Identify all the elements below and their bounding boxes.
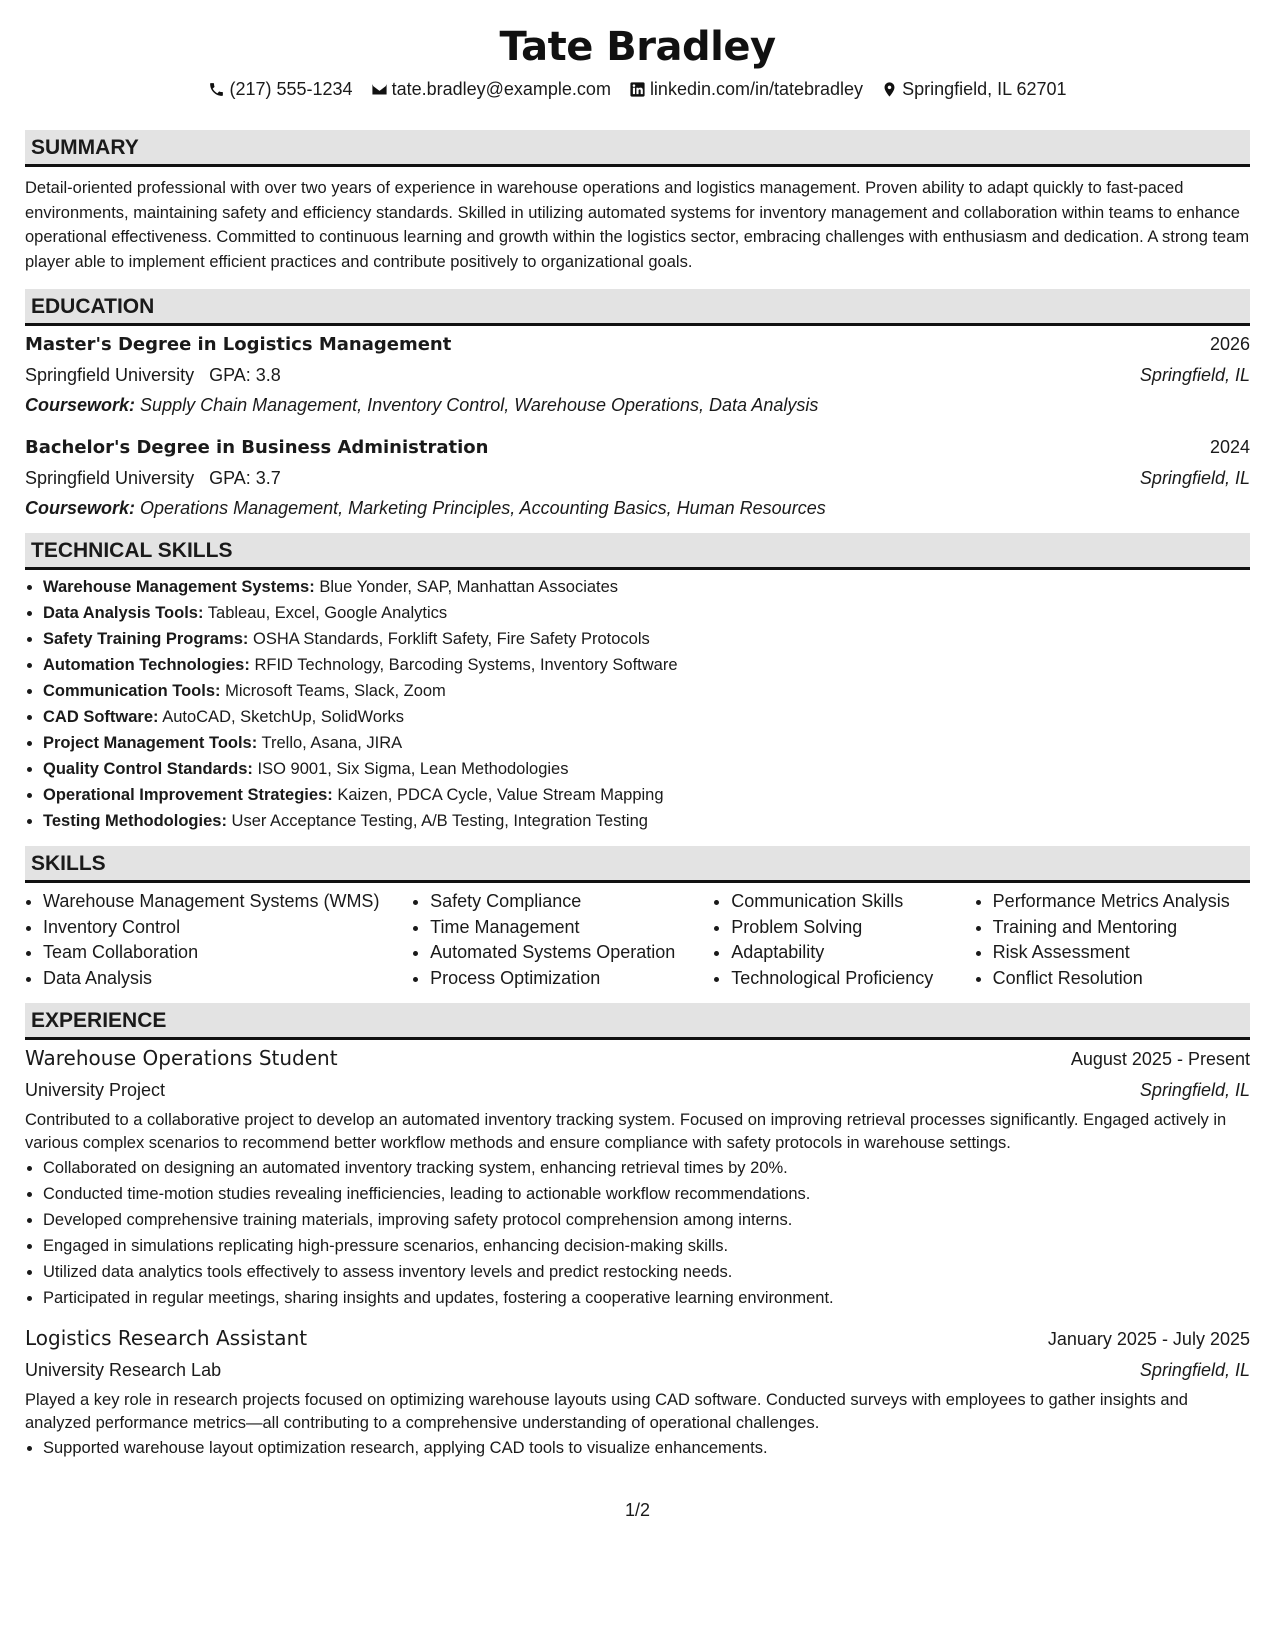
phone-text: (217) 555-1234	[229, 79, 353, 99]
education-school-row	[25, 360, 1250, 390]
job-bullet: • Conducted time-motion studies revealing inefficiencies, leading to actionable workflow recommendations.	[43, 1181, 1250, 1207]
technical-skill-label: CAD Software:	[43, 708, 159, 726]
contact-email[interactable]	[371, 78, 611, 100]
job-bullet: • Participated in regular meetings, sharing insights and updates, fostering a cooperative learning environment.	[43, 1285, 1250, 1311]
technical-skill-value: RFID Technology, Barcoding Systems, Inventory Software	[254, 656, 678, 674]
section-title-summary: SUMMARY	[25, 130, 1250, 167]
gpa: GPA: 3.7	[209, 468, 281, 488]
school-info	[25, 360, 281, 390]
page-number: 1/2	[624, 1500, 651, 1520]
technical-skill-item	[43, 652, 1250, 678]
coursework-label: Coursework:	[25, 395, 136, 415]
technical-skill-label: Communication Tools:	[43, 682, 221, 700]
school-location: Springfield, IL	[1139, 365, 1250, 385]
skill-item: • Automated Systems Operation	[430, 940, 713, 966]
job-organization: University Project	[25, 1080, 166, 1100]
skills-column	[25, 889, 412, 991]
experience-list	[25, 1043, 1250, 1461]
skill-item: • Safety Compliance	[430, 889, 713, 915]
coursework-list: Supply Chain Management, Inventory Control, Warehouse Operations, Data Analysis	[140, 395, 819, 415]
job-dates: January 2025 - July 2025	[1047, 1329, 1250, 1349]
technical-skill-item	[43, 756, 1250, 782]
degree-title: Master's Degree in Logistics Management	[25, 334, 452, 355]
education-entry	[25, 329, 1250, 420]
technical-skill-item	[43, 600, 1250, 626]
skill-item: • Technological Proficiency	[731, 966, 974, 992]
section-title-technical-skills: TECHNICAL SKILLS	[25, 533, 1250, 570]
section-title-education: EDUCATION	[25, 289, 1250, 326]
map-pin-icon	[881, 81, 898, 98]
gpa: GPA: 3.8	[209, 365, 281, 385]
technical-skill-label: Automation Technologies:	[43, 656, 250, 674]
technical-skill-label: Safety Training Programs:	[43, 630, 249, 648]
skill-item: • Inventory Control	[43, 915, 412, 941]
skill-item: • Risk Assessment	[993, 940, 1250, 966]
job-bullet: • Supported warehouse layout optimization research, applying CAD tools to visualize enhancements.	[43, 1435, 1250, 1461]
envelope-icon	[371, 81, 388, 98]
technical-skill-label: Quality Control Standards:	[43, 760, 253, 778]
technical-skill-value: Kaizen, PDCA Cycle, Value Stream Mapping	[337, 786, 664, 804]
skill-item: • Warehouse Management Systems (WMS)	[43, 889, 412, 915]
linkedin-text: linkedin.com/in/tatebradley	[649, 79, 864, 99]
job-title: Warehouse Operations Student	[25, 1046, 338, 1070]
job-bullet: • Developed comprehensive training materials, improving safety protocol comprehension among interns.	[43, 1207, 1250, 1233]
contact-location	[881, 78, 1066, 100]
skill-item: • Adaptability	[731, 940, 974, 966]
technical-skill-item	[43, 574, 1250, 600]
job-description: Played a key role in research projects focused on optimizing warehouse layouts using CAD software. Conducted surveys with employees to gather insights and analyzed performance metrics—all contributing to a comprehensive understanding of operational challenges.	[25, 1391, 1188, 1432]
location-text: Springfield, IL 62701	[902, 79, 1067, 99]
technical-skills-list	[25, 574, 1250, 834]
experience-org-row	[25, 1355, 1250, 1385]
job-title: Logistics Research Assistant	[25, 1326, 308, 1350]
technical-skill-value: ISO 9001, Six Sigma, Lean Methodologies	[257, 760, 569, 778]
job-dates: August 2025 - Present	[1070, 1049, 1250, 1069]
job-bullet: • Utilized data analytics tools effectively to assess inventory levels and predict restocking needs.	[43, 1259, 1250, 1285]
contact-bar	[25, 78, 1250, 100]
skill-item: • Data Analysis	[43, 966, 412, 992]
skills-column	[412, 889, 713, 991]
experience-entry	[25, 1043, 1250, 1311]
skills-grid	[25, 889, 1250, 991]
experience-header-row	[25, 1043, 1250, 1075]
email-text: tate.bradley@example.com	[391, 79, 611, 99]
technical-skill-item	[43, 782, 1250, 808]
technical-skill-label: Warehouse Management Systems:	[43, 578, 315, 596]
skill-item: • Time Management	[430, 915, 713, 941]
coursework	[25, 493, 1250, 523]
technical-skill-item	[43, 704, 1250, 730]
skill-item: • Process Optimization	[430, 966, 713, 992]
skill-item: • Performance Metrics Analysis	[993, 889, 1250, 915]
education-header-row	[25, 329, 1250, 360]
degree-year: 2024	[1209, 437, 1250, 457]
job-bullet: • Collaborated on designing an automated inventory tracking system, enhancing retrieval times by 20%.	[43, 1155, 1250, 1181]
technical-skill-value: Tableau, Excel, Google Analytics	[207, 604, 448, 622]
experience-entry	[25, 1323, 1250, 1461]
technical-skill-value: User Acceptance Testing, A/B Testing, Integration Testing	[231, 812, 648, 830]
school-location: Springfield, IL	[1139, 468, 1250, 488]
contact-phone[interactable]	[208, 78, 352, 100]
skill-item: • Communication Skills	[731, 889, 974, 915]
skill-item: • Problem Solving	[731, 915, 974, 941]
job-location: Springfield, IL	[1139, 1360, 1250, 1380]
school-info	[25, 463, 281, 493]
school-name: Springfield University	[25, 365, 195, 385]
technical-skill-value: Blue Yonder, SAP, Manhattan Associates	[319, 578, 619, 596]
technical-skill-label: Operational Improvement Strategies:	[43, 786, 333, 804]
skill-item: • Conflict Resolution	[993, 966, 1250, 992]
technical-skill-label: Project Management Tools:	[43, 734, 258, 752]
job-organization: University Research Lab	[25, 1360, 222, 1380]
degree-year: 2026	[1209, 334, 1250, 354]
skill-item: • Training and Mentoring	[993, 915, 1250, 941]
skills-column	[713, 889, 974, 991]
job-bullet: • Engaged in simulations replicating high-pressure scenarios, enhancing decision-making skills.	[43, 1233, 1250, 1259]
technical-skill-item	[43, 730, 1250, 756]
resume-page	[25, 18, 1250, 1467]
contact-linkedin[interactable]	[629, 78, 863, 100]
job-description: Contributed to a collaborative project to develop an automated inventory tracking system. Focused on improving retrieval processes significantly. Engaged actively in various complex scenarios to recommend better workflow methods and ensure compliance with safety protocols in warehouse settings.	[25, 1111, 1227, 1152]
coursework	[25, 390, 1250, 420]
technical-skill-item	[43, 808, 1250, 834]
education-entry	[25, 432, 1250, 523]
summary-text: Detail-oriented professional with over two years of experience in warehouse operations and logistics management. Proven ability to adapt quickly to fast-paced environments, maintaining safety and efficiency standards. Skilled in utilizing automated systems for inventory management and collaboration within teams to enhance operational effectiveness. Committed to continuous learning and growth within the logistics sector, embracing challenges with enthusiasm and dedication. A strong team player able to implement efficient practices and contribute positively to organizational goals.	[25, 179, 1250, 271]
phone-icon	[208, 81, 225, 98]
coursework-label: Coursework:	[25, 498, 136, 518]
technical-skill-value: Microsoft Teams, Slack, Zoom	[225, 682, 446, 700]
coursework-list: Operations Management, Marketing Principles, Accounting Basics, Human Resources	[140, 498, 826, 518]
experience-org-row	[25, 1075, 1250, 1105]
section-title-skills: SKILLS	[25, 846, 1250, 883]
experience-header-row	[25, 1323, 1250, 1355]
job-location: Springfield, IL	[1139, 1080, 1250, 1100]
technical-skill-label: Testing Methodologies:	[43, 812, 227, 830]
section-title-experience: EXPERIENCE	[25, 1003, 1250, 1040]
skills-column	[975, 889, 1250, 991]
candidate-name: Tate Bradley	[499, 24, 776, 70]
skill-item: • Team Collaboration	[43, 940, 412, 966]
technical-skill-value: AutoCAD, SketchUp, SolidWorks	[162, 708, 404, 726]
technical-skill-label: Data Analysis Tools:	[43, 604, 204, 622]
technical-skill-value: OSHA Standards, Forklift Safety, Fire Safety Protocols	[252, 630, 650, 648]
education-list	[25, 329, 1250, 523]
job-bullets	[25, 1155, 1250, 1311]
technical-skill-item	[43, 626, 1250, 652]
education-header-row	[25, 432, 1250, 463]
education-school-row	[25, 463, 1250, 493]
degree-title: Bachelor's Degree in Business Administration	[25, 437, 489, 458]
school-name: Springfield University	[25, 468, 195, 488]
technical-skill-item	[43, 678, 1250, 704]
job-bullets	[25, 1435, 1250, 1461]
linkedin-icon	[629, 81, 646, 98]
technical-skill-value: Trello, Asana, JIRA	[261, 734, 403, 752]
